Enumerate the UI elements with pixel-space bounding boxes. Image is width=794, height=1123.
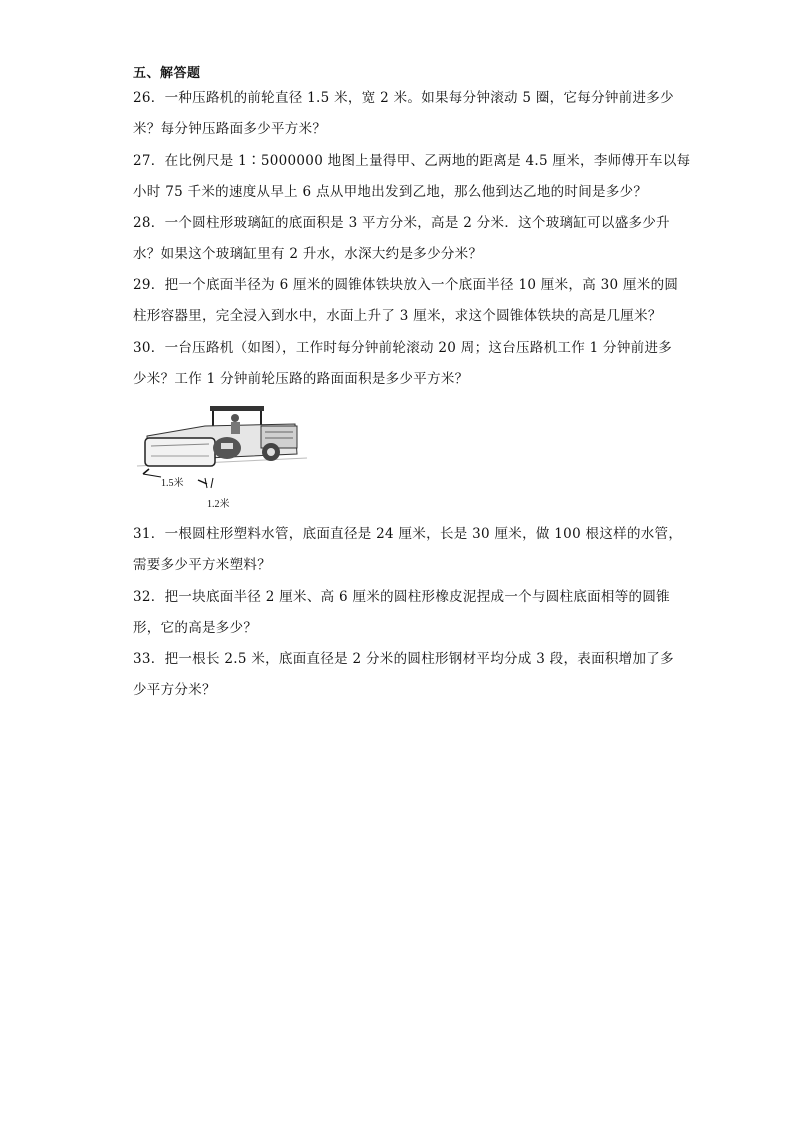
question-line: 米？每分钟压路面多少平方米？ [133, 121, 327, 137]
question-line: 32．把一块底面半径 2 厘米、高 6 厘米的圆柱形橡皮泥捏成一个与圆柱底面相等的圆锥 [133, 589, 670, 605]
question-28 [133, 208, 673, 270]
question-line: 30．一台压路机（如图），工作时每分钟前轮滚动 20 周；这台压路机工作 1 分钟前进多 [133, 340, 673, 356]
question-line: 29．把一个底面半径为 6 厘米的圆锥体铁块放入一个底面半径 10 厘米，高 30 厘米的圆 [133, 277, 679, 293]
question-line: 小时 75 千米的速度从早上 6 点从甲地出发到乙地，那么他到达乙地的时间是多少？ [133, 184, 648, 200]
question-line: 28．一个圆柱形玻璃缸的底面积是 3 平方分米，高是 2 分米．这个玻璃缸可以盛多少升 [133, 215, 670, 231]
question-32 [133, 582, 673, 644]
question-line: 水？如果这个玻璃缸里有 2 升水，水深大约是多少分米？ [133, 246, 483, 262]
question-line: 33．把一根长 2.5 米，底面直径是 2 分米的圆柱形钢材平均分成 3 段，表面积增加了多 [133, 651, 674, 667]
question-29 [133, 270, 679, 332]
question-line: 少平方分米？ [133, 682, 216, 698]
question-line: 27．在比例尺是 1∶5000000 地图上量得甲、乙两地的距离是 4.5 厘米，李师傅开车以每 [133, 153, 691, 169]
question-26 [133, 83, 673, 145]
question-33 [133, 644, 673, 706]
question-line: 柱形容器里，完全浸入到水中，水面上升了 3 厘米，求这个圆锥体铁块的高是几厘米？ [133, 308, 662, 324]
road-roller-figure [135, 396, 315, 514]
road-roller-illustration [135, 396, 315, 514]
diameter-label: 1.5米 [161, 478, 184, 489]
question-27 [133, 146, 691, 208]
question-31 [133, 519, 683, 581]
question-30 [133, 333, 673, 395]
question-line: 26．一种压路机的前轮直径 1.5 米，宽 2 米。如果每分钟滚动 5 圈，它每分钟前进多少 [133, 90, 674, 106]
width-label: 1.2米 [207, 499, 230, 510]
question-line: 需要多少平方米塑料？ [133, 557, 271, 573]
question-line: 少米？工作 1 分钟前轮压路的路面面积是多少平方米？ [133, 371, 469, 387]
question-line: 31．一根圆柱形塑料水管，底面直径是 24 厘米，长是 30 厘米，做 100 根这样的水管， [133, 526, 683, 542]
question-line: 形，它的高是多少？ [133, 620, 258, 636]
section-title: 五、解答题 [133, 66, 201, 81]
